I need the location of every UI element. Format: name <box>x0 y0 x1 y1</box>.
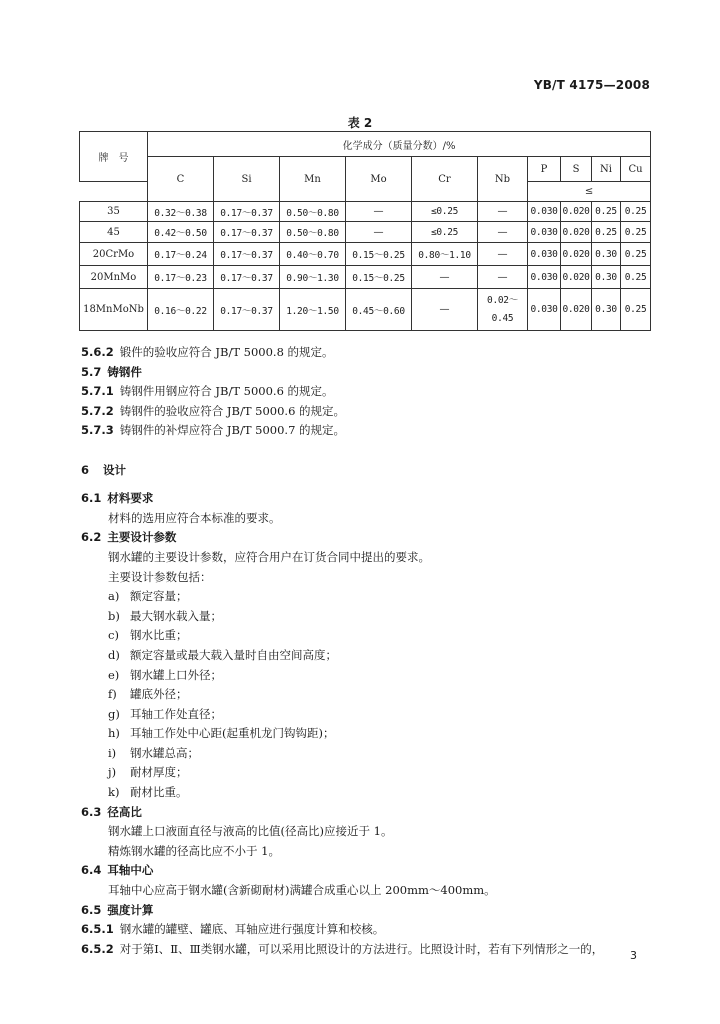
col-header-si: Si <box>214 157 280 202</box>
table-cell: 0.17～0.37 <box>214 266 280 289</box>
list-item: f) 罐底外径； <box>108 687 188 702</box>
clause-6-5-2: 6.5.2 对于第Ⅰ、Ⅱ、Ⅲ类钢水罐，可以采用比照设计的方法进行。比照设计时，若有下列情形之一的， <box>81 941 604 956</box>
table-cell: 0.90～1.30 <box>280 266 346 289</box>
col-header-ni: Ni <box>592 157 621 182</box>
grade-cell: 45 <box>80 222 148 243</box>
le-mark: ≤ <box>528 182 651 202</box>
table-cell: 0.40～0.70 <box>280 243 346 266</box>
table-cell: 0.30 <box>592 289 621 331</box>
clause-6-2: 6.2 主要设计参数 <box>81 530 177 545</box>
grade-cell: 20CrMo <box>80 243 148 266</box>
table-cell: 0.25 <box>592 222 621 243</box>
list-item: b) 最大钢水载入量； <box>108 608 222 623</box>
table-cell: 0.17～0.37 <box>214 202 280 222</box>
standard-number: YB/T 4175—2008 <box>533 78 650 92</box>
table-cell: 0.42～0.50 <box>148 222 214 243</box>
clause-6-2-body: 主要设计参数包括： <box>108 569 212 584</box>
grade-header: 牌 号 <box>80 132 148 182</box>
clause-6-2-body: 钢水罐的主要设计参数，应符合用户在订货合同中提出的要求。 <box>108 549 430 564</box>
table-cell: 0.020 <box>561 202 592 222</box>
table-cell: 0.16～0.22 <box>148 289 214 331</box>
table-cell: 0.25 <box>592 202 621 222</box>
list-item: c) 钢水比重； <box>108 628 188 643</box>
clause-5-6-2: 5.6.2 锻件的验收应符合 JB/T 5000.8 的规定。 <box>81 345 334 359</box>
table-row <box>80 243 651 266</box>
table-cell: 0.17～0.37 <box>214 243 280 266</box>
section-6-heading: 6 设计 <box>81 462 127 477</box>
col-header-s: S <box>561 157 592 182</box>
table-cell: — <box>412 289 478 331</box>
list-item: e) 钢水罐上口外径； <box>108 667 222 682</box>
table-cell: 0.80～1.10 <box>412 243 478 266</box>
table-cell: — <box>478 243 528 266</box>
col-header-c: C <box>148 157 214 202</box>
col-header-mo: Mo <box>346 157 412 202</box>
list-item: g) 耳轴工作处直径； <box>108 706 222 721</box>
clause-5-7-2: 5.7.2 铸钢件的验收应符合 JB/T 5000.6 的规定。 <box>81 403 346 418</box>
composition-group-header: 化学成分（质量分数）/% <box>148 132 651 157</box>
clause-5-7-1: 5.7.1 铸钢件用钢应符合 JB/T 5000.6 的规定。 <box>81 384 334 399</box>
table-cell: 0.30 <box>592 243 621 266</box>
table-cell: ≤0.25 <box>412 202 478 222</box>
table-cell: 0.030 <box>528 289 561 331</box>
table-cell: 0.02～0.45 <box>478 289 528 331</box>
table-cell: 0.030 <box>528 202 561 222</box>
table-cell: 0.50～0.80 <box>280 202 346 222</box>
table-cell: 0.25 <box>621 243 651 266</box>
clause-6-1: 6.1 材料要求 <box>81 491 154 506</box>
document-body <box>81 343 661 959</box>
list-item: j) 耐材厚度； <box>108 765 188 780</box>
grade-cell: 20MnMo <box>80 266 148 289</box>
clause-6-3-body: 钢水罐上口液面直径与液高的比值(径高比)应接近于 1。 <box>108 824 393 839</box>
table-cell: 0.25 <box>621 266 651 289</box>
table-cell: ≤0.25 <box>412 222 478 243</box>
table-cell: 0.25 <box>621 289 651 331</box>
list-item: d) 额定容量或最大载入量时自由空间高度； <box>108 647 337 662</box>
table-cell: 0.32～0.38 <box>148 202 214 222</box>
table-cell: 0.020 <box>561 266 592 289</box>
list-item: i) 钢水罐总高； <box>108 745 199 760</box>
table-cell: — <box>346 202 412 222</box>
col-header-nb: Nb <box>478 157 528 202</box>
table-cell: — <box>478 222 528 243</box>
grade-cell: 18MnMoNb <box>80 289 148 331</box>
table-cell: 0.030 <box>528 222 561 243</box>
list-item: k) 耐材比重。 <box>108 785 188 800</box>
table-cell: 0.30 <box>592 266 621 289</box>
table-cell: — <box>478 202 528 222</box>
table-row <box>80 222 651 243</box>
table-title: 表 2 <box>347 116 373 130</box>
chemical-composition-table <box>79 131 651 331</box>
table-cell: 0.17～0.37 <box>214 222 280 243</box>
list-item: h) 耳轴工作处中心距(起重机龙门钩钩距)； <box>108 726 335 741</box>
clause-6-3: 6.3 径高比 <box>81 804 142 819</box>
list-item: a) 额定容量； <box>108 589 188 604</box>
table-cell: 0.020 <box>561 289 592 331</box>
table-cell: — <box>478 266 528 289</box>
table-cell: 0.020 <box>561 243 592 266</box>
table-row <box>80 289 651 331</box>
table-cell: — <box>412 266 478 289</box>
clause-5-7: 5.7 铸钢件 <box>81 364 142 379</box>
table-cell: 0.17～0.24 <box>148 243 214 266</box>
table-cell: 0.25 <box>621 222 651 243</box>
clause-6-4: 6.4 耳轴中心 <box>81 863 154 878</box>
table-cell: 0.030 <box>528 266 561 289</box>
clause-6-5: 6.5 强度计算 <box>81 902 154 917</box>
clause-6-1-body: 材料的选用应符合本标准的要求。 <box>108 510 281 525</box>
clause-5-7-3: 5.7.3 铸钢件的补焊应符合 JB/T 5000.7 的规定。 <box>81 423 346 438</box>
table-cell: 0.25 <box>621 202 651 222</box>
table-cell: — <box>346 222 412 243</box>
col-header-mn: Mn <box>280 157 346 202</box>
table-cell: 0.15～0.25 <box>346 243 412 266</box>
table-cell: 0.020 <box>561 222 592 243</box>
col-header-p: P <box>528 157 561 182</box>
clause-6-4-body: 耳轴中心应高于钢水罐(含新砌耐材)满罐合成重心以上 200mm～400mm。 <box>108 883 496 898</box>
clause-6-5-1: 6.5.1 钢水罐的罐壁、罐底、耳轴应进行强度计算和校核。 <box>81 922 385 937</box>
clause-6-3-body: 精炼钢水罐的径高比应不小于 1。 <box>108 843 280 858</box>
table-cell: 0.50～0.80 <box>280 222 346 243</box>
grade-cell: 35 <box>80 202 148 222</box>
table-cell: 0.17～0.37 <box>214 289 280 331</box>
col-header-cr: Cr <box>412 157 478 202</box>
table-row <box>80 202 651 222</box>
col-header-cu: Cu <box>621 157 651 182</box>
table-cell: 0.030 <box>528 243 561 266</box>
table-cell: 0.17～0.23 <box>148 266 214 289</box>
table-row <box>80 266 651 289</box>
table-cell: 0.45～0.60 <box>346 289 412 331</box>
table-cell: 1.20～1.50 <box>280 289 346 331</box>
page-number: 3 <box>630 949 637 962</box>
table-cell: 0.15～0.25 <box>346 266 412 289</box>
